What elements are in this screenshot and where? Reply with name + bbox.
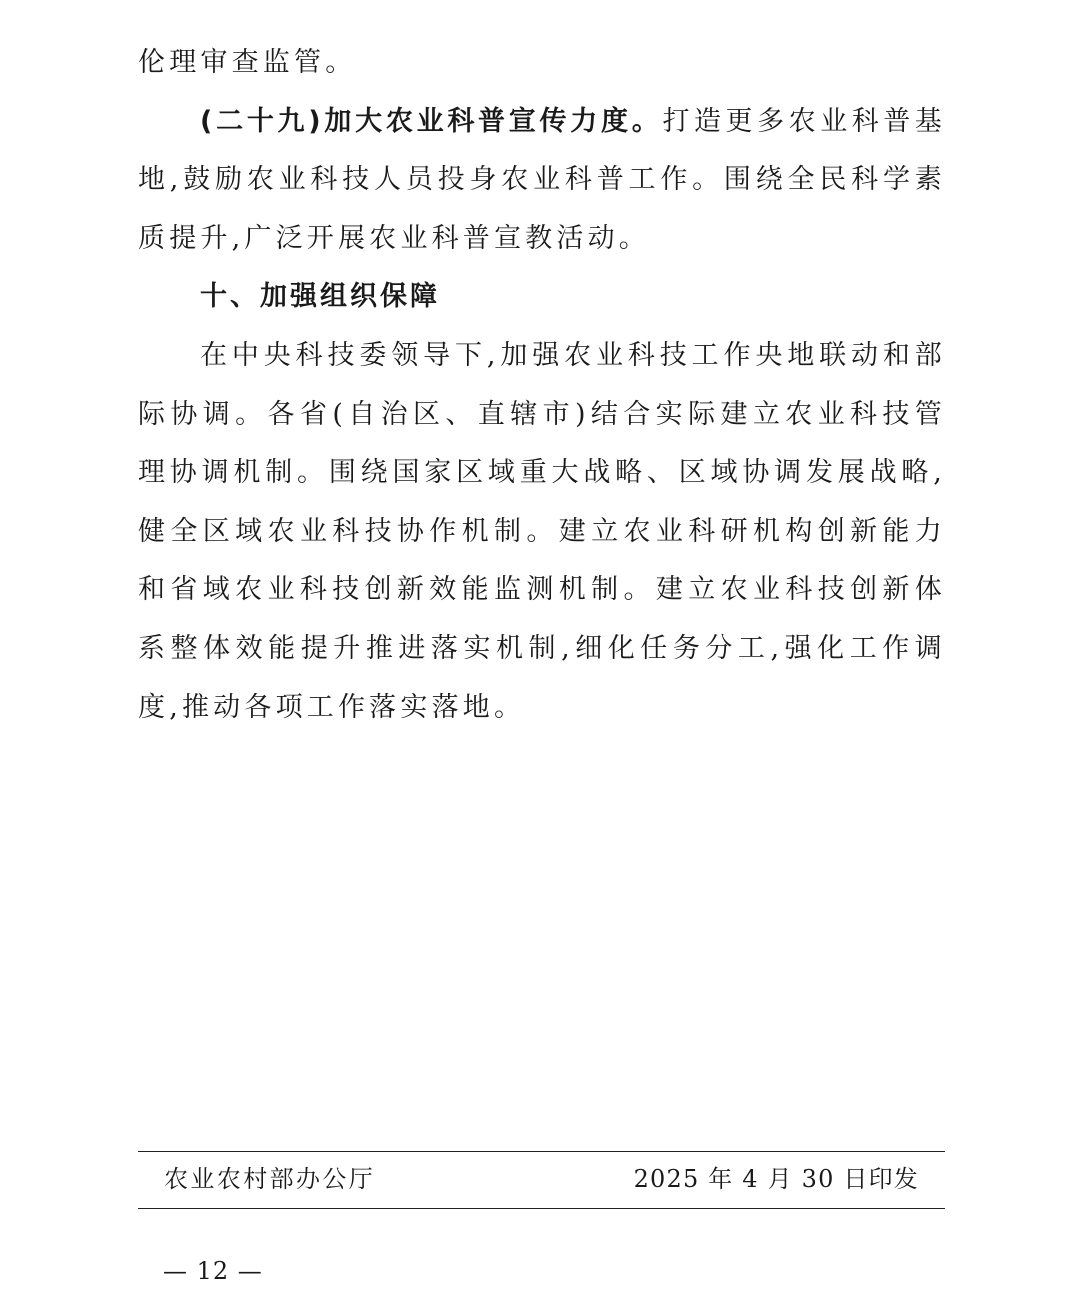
paragraph-organization: 在中央科技委领导下,加强农业科技工作央地联动和部际协调。各省(自治区、直辖市)结合实际建立农业科技管理协调机制。围绕国家区域重大战略、区域协调发展战略,健全区域农业科技协作机制。建立农业科研机构创新能力和省域农业科技创新效能监测机制。建立农业科技创新体系整体效能提升推进落实机制,细化任务分工,强化工作调度,推动各项工作落实落地。 — [138, 339, 946, 723]
page-number: — 12 — — [163, 1257, 263, 1285]
paragraph-continuation: 伦理审查监管。 — [138, 47, 357, 78]
footer-bottom-rule — [138, 1208, 945, 1209]
section-heading: 十、加强组织保障 — [200, 281, 440, 313]
issuer-name: 农业农村部办公厅 — [164, 1165, 376, 1193]
issue-date: 2025 年 4 月 30 日印发 — [633, 1165, 919, 1193]
paragraph-body: 打造更多农业科普基地,鼓励农业科技人员投身农业科普工作。围绕全民科学素质提升,广泛开展农业科普宣教活动。 — [138, 105, 946, 254]
paragraph-lead-bold: (二十九)加大农业科普宣传力度。 — [200, 105, 663, 137]
paragraph-science-popularization — [138, 93, 946, 269]
footer-top-rule — [138, 1151, 945, 1152]
document-body — [138, 34, 946, 737]
